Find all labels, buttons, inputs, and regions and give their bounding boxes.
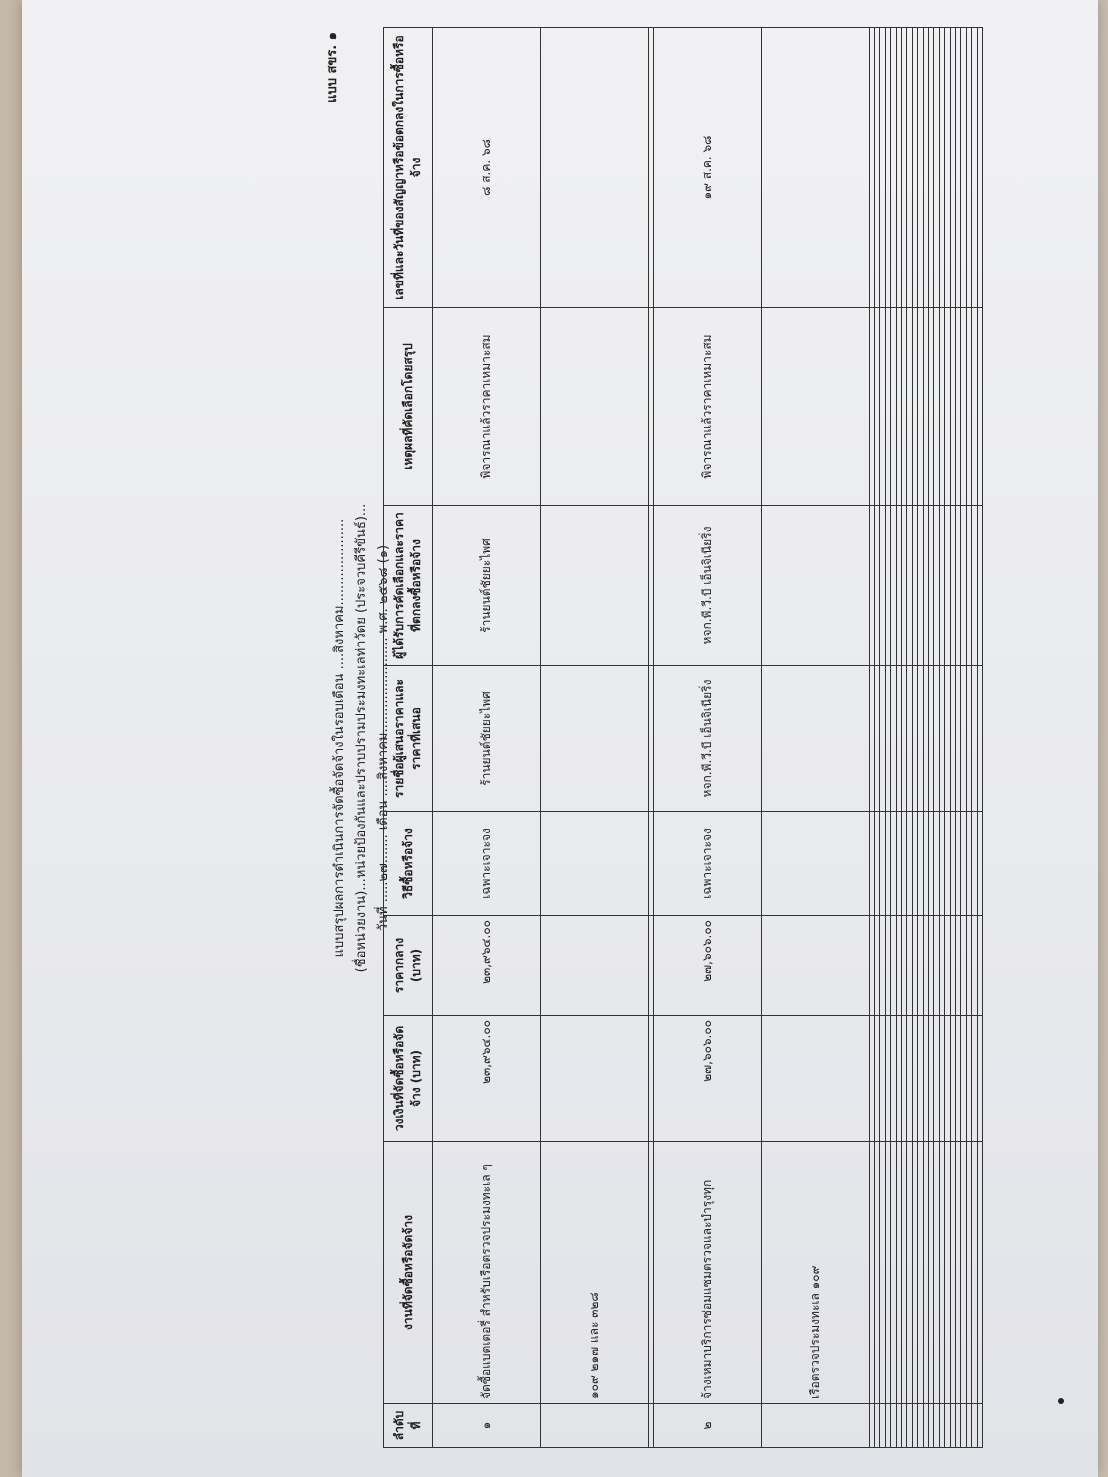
table-cell: ๒๗,๖๐๖.๐๐ (654, 916, 762, 1016)
table-cell: ๒ (654, 1404, 762, 1448)
table-cell (761, 812, 869, 916)
table-cell: ร้านยนต์ชัยยะไพศ (433, 506, 541, 666)
table-cell (540, 916, 648, 1016)
column-header: เลขที่และวันที่ของสัญญาหรือข้อตกลงในการซื้อหรือจ้าง (384, 28, 433, 308)
procurement-summary-form (325, 28, 999, 1448)
table-cell (540, 506, 648, 666)
table-cell: เรือตรวจประมงทะเล ๑๐๙ (761, 1142, 869, 1404)
table-body (433, 28, 983, 1448)
table-cell: พิจารณาแล้วราคาเหมาะสม (654, 308, 762, 506)
column-header: รายชื่อผู้เสนอราคาและราคาที่เสนอ (384, 666, 433, 812)
table-cell (540, 1016, 648, 1142)
table-cell: ๘ ส.ค. ๖๘ (433, 28, 541, 308)
table-cell (977, 916, 982, 1016)
table-row (654, 28, 762, 1448)
table-cell (761, 916, 869, 1016)
column-header: เหตุผลที่คัดเลือกโดยสรุป (384, 308, 433, 506)
column-header: ลำดับที่ (384, 1404, 433, 1448)
table-cell: เฉพาะเจาะจง (654, 812, 762, 916)
table-cell: ร้านยนต์ชัยยะไพศ (433, 666, 541, 812)
punch-hole-mark (1058, 1398, 1064, 1404)
table-cell (540, 308, 648, 506)
title-line-1: แบบสรุปผลการดำเนินการจัดซื้อจัดจ้างในรอบเดือน ....สิงหาคม..................... (332, 518, 347, 958)
table-cell (761, 1016, 869, 1142)
table-cell: ๑๐๙ ๒๑๗ และ ๓๒๘ (540, 1142, 648, 1404)
table-cell (977, 506, 982, 666)
table-cell: หจก.พี.วี.บี เอ็นจิเนียริ่ง (654, 666, 762, 812)
table-header-row (384, 28, 433, 1448)
table-cell (977, 1142, 982, 1404)
table-row (977, 28, 982, 1448)
table-cell: ๒๓,๙๖๔.๐๐ (433, 1016, 541, 1142)
table-cell: ๒๗,๖๐๖.๐๐ (654, 1016, 762, 1142)
table-row (761, 28, 869, 1448)
table-cell (540, 1404, 648, 1448)
table-cell: พิจารณาแล้วราคาเหมาะสม (433, 308, 541, 506)
table-cell (540, 28, 648, 308)
table-cell: เฉพาะเจาะจง (433, 812, 541, 916)
column-header: วงเงินที่จัดซื้อหรือจัดจ้าง (บาท) (384, 1016, 433, 1142)
table-cell (977, 28, 982, 308)
table-cell: ๒๓,๙๖๔.๐๐ (433, 916, 541, 1016)
form-code: แบบ สขร. ๑ (325, 32, 340, 103)
table-cell (761, 28, 869, 308)
title-line-2: (ชื่อหน่วยงาน)...หน่วยป้องกันและปราบปรามประมงทะเลท่าวัดย (ประจวบคีรีขันธ์)... (354, 503, 369, 973)
table-cell (761, 1404, 869, 1448)
table-cell (761, 308, 869, 506)
table-row (433, 28, 541, 1448)
table-cell (977, 666, 982, 812)
table-cell: ๑๙ ส.ค. ๖๘ (654, 28, 762, 308)
table-cell (977, 308, 982, 506)
column-header: วิธีซื้อหรือจ้าง (384, 812, 433, 916)
table-cell: หจก.พี.วี.บี เอ็นจิเนียริ่ง (654, 506, 762, 666)
column-header: งานที่จัดซื้อหรือจัดจ้าง (384, 1142, 433, 1404)
column-header: ผู้ได้รับการคัดเลือกและราคาที่ตกลงซื้อหรือจ้าง (384, 506, 433, 666)
table-cell (540, 812, 648, 916)
table-cell (761, 506, 869, 666)
title-line-3: วันที่ .....๒๗....... เดือน ....สิงหาคม....................... พ.ศ. ๒๕๖๘ (๑) (376, 544, 391, 932)
column-header: ราคากลาง (บาท) (384, 916, 433, 1016)
table-cell: ๑ (433, 1404, 541, 1448)
table-cell: จัดซื้อแบตเตอรี่ สำหรับเรือตรวจประมงทะเล ๆ (433, 1142, 541, 1404)
table-cell (761, 666, 869, 812)
procurement-table (383, 27, 983, 1448)
table-cell (977, 1404, 982, 1448)
table-cell (540, 666, 648, 812)
table-cell: จ้างเหมาบริการซ่อมแซมตรวจและบำรุงทุก (654, 1142, 762, 1404)
table-cell (977, 812, 982, 916)
table-row (540, 28, 648, 1448)
table-cell (977, 1016, 982, 1142)
